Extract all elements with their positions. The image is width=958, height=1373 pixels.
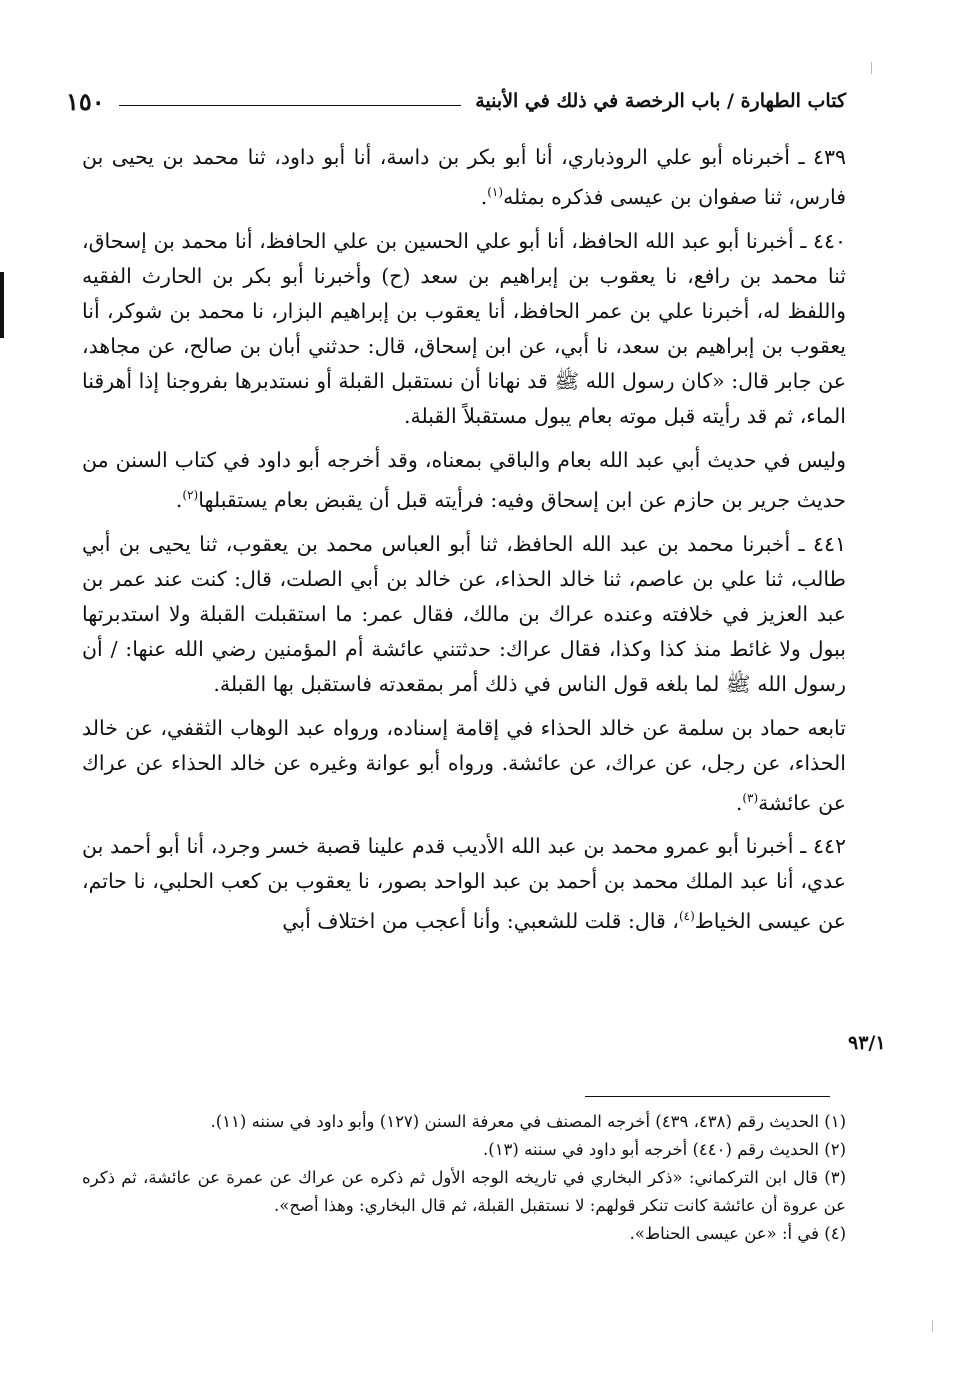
page-number: ١٥٠ [66, 86, 105, 116]
paragraph-440: ٤٤٠ ـ أخبرنا أبو عبد الله الحافظ، أنا أبو علي الحسين بن علي الحافظ، أنا محمد بن إسحاق، ثنا محمد بن رافع، نا يعقوب بن إبراهيم بن سعد (ح) وأخبرنا أبو بكر بن الحارث الفقيه واللفظ له، أخبرنا علي بن عمر الحافظ، أنا يعقوب بن إبراهيم البزار، نا محمد بن شوكر، أنا يعقوب بن إبراهيم بن سعد، نا أبي، عن ابن إسحاق، قال: حدثني أبان بن صالح، عن مجاهد، عن جابر قال: «كان رسول الله ﷺ قد نهانا أن نستقبل القبلة أو نستدبرها بفروجنا إذا أهرقنا الماء، ثم قد رأيته قبل موته بعام يبول مستقبلاً القبلة. [82, 228, 846, 428]
running-title: كتاب الطهارة / باب الرخصة في ذلك في الأبنية [475, 90, 846, 112]
header-rule [119, 105, 462, 106]
footnote-1: (١) الحديث رقم (٤٣٨، ٤٣٩) أخرجه المصنف في معرفة السنن (١٢٧) وأبو داود في سننه (١١). [210, 1112, 846, 1131]
margin-volume-reference: ٩٣/١ [848, 1032, 886, 1054]
paragraph-442: ٤٤٢ ـ أخبرنا أبو عمرو محمد بن عبد الله الأديب قدم علينا قصبة خسر وجرد، أنا أبو أحمد بن عدي، أنا عبد الملك محمد بن أحمد بن عبد الواحد بصور، نا يعقوب بن كعب الحلبي، نا حاتم، عن عيسى الخياط$^{(٤)}$، قال: قلت للشعبي: وأنا أعجب من اختلاف أبي [82, 834, 846, 934]
footnote-ref: (١) [487, 185, 504, 199]
scan-mark [932, 1320, 933, 1332]
scan-edge-bar [0, 272, 4, 338]
paragraph-441: ٤٤١ ـ أخبرنا محمد بن عبد الله الحافظ، ثنا أبو العباس محمد بن يعقوب، ثنا يحيى بن أبي طالب، ثنا علي بن عاصم، ثنا خالد الحذاء، عن خالد بن أبي الصلت، قال: كنت عند عمر بن عبد العزيز في خلافته وعنده عراك بن مالك، فقال عمر: ما استقبلت القبلة ولا استدبرتها ببول ولا غائط منذ كذا وكذا، فقال عراك: حدثتني عائشة أم المؤمنين رضي الله عنها: / أن رسول الله ﷺ لما بلغه قول الناس في ذلك أمر بمقعدته فاستقبل بها القبلة. [82, 531, 846, 696]
footnote-rule [585, 1096, 830, 1097]
footnote-2: (٢) الحديث رقم (٤٤٠) أخرجه أبو داود في سننه (١٣). [483, 1140, 846, 1159]
paragraph-439: ٤٣٩ ـ أخبرناه أبو علي الروذباري، أنا أبو بكر بن داسة، أنا أبو داود، ثنا محمد بن يحيى بن فارس، ثنا صفوان بن عيسى فذكره بمثله$^{(١)}$. [82, 145, 846, 209]
footnote-ref: (٣) [742, 790, 759, 805]
footnotes [82, 1108, 846, 1248]
paragraph-441-commentary: تابعه حماد بن سلمة عن خالد الحذاء في إقامة إسناده، ورواه عبد الوهاب الثقفي، عن خالد الحذاء، عن رجل، عن عراك، عن عائشة. ورواه أبو عوانة وغيره عن خالد الحذاء عن عراك عن عائشة$^{(٣)}$. [82, 715, 846, 815]
footnote-4: (٤) في أ: «عن عيسى الحناط». [629, 1224, 846, 1243]
main-text [82, 140, 846, 948]
footnote-ref: (٢) [182, 487, 199, 502]
paragraph-440-commentary: وليس في حديث أبي عبد الله بعام والباقي بمعناه، وقد أخرجه أبو داود في كتاب السنن من حديث جرير بن حازم عن ابن إسحاق وفيه: فرأيته قبل أن يقبض بعام يستقبلها$^{(٢)}$. [82, 447, 846, 512]
scan-mark [871, 62, 872, 74]
page-header [58, 84, 846, 118]
footnote-3: (٣) قال ابن التركماني: «ذكر البخاري في تاريخه الوجه الأول ثم ذكره عن عراك عن عمرة عن عائشة، ثم ذكره عن عروة أن عائشة كانت تنكر قولهم: لا نستقبل القبلة، ثم قال البخاري: وهذا أصح». [82, 1168, 846, 1215]
footnote-ref: (٤) [678, 909, 695, 924]
